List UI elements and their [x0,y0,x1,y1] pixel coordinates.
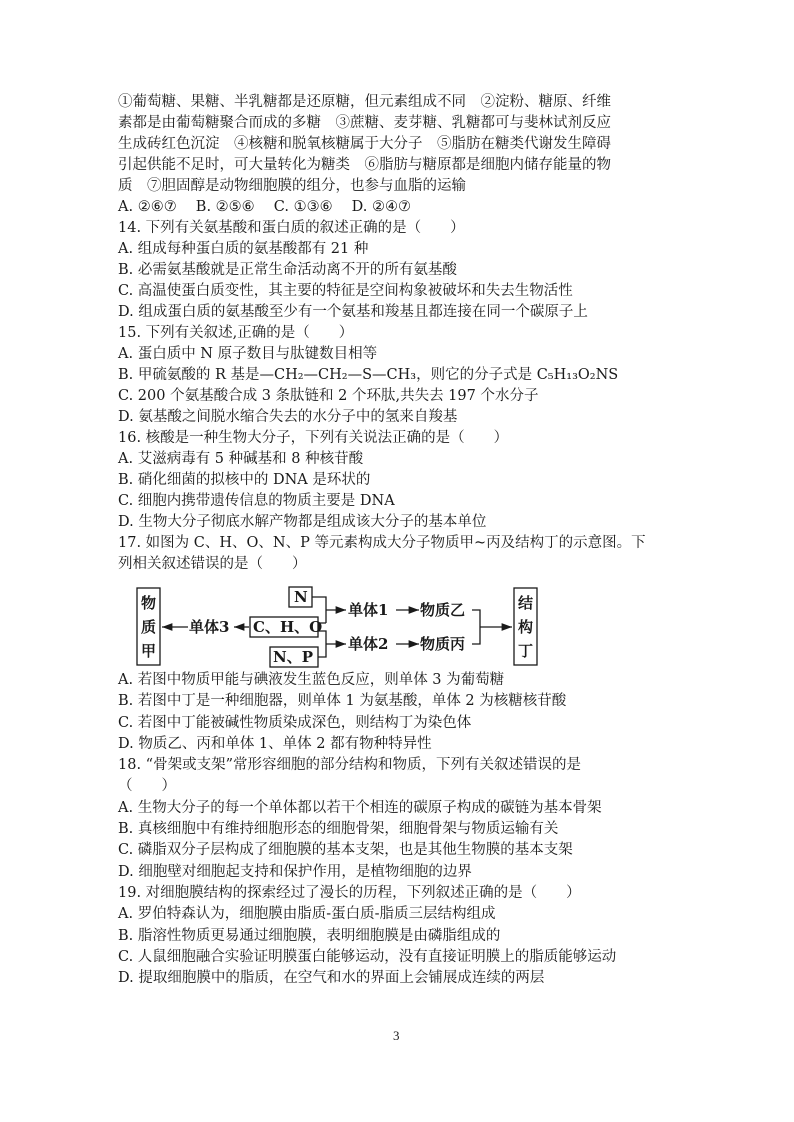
label-cho: C、H、O [253,618,323,636]
page-number: 3 [393,1028,400,1043]
label-jia-1: 物 [141,594,157,612]
text-line: 生成砖红色沉淀 ④核糖和脱氧核糖属于大分子 ⑤脂肪在糖类代谢发生障碍 [118,136,611,152]
label-monomer3: 单体3 [189,618,230,636]
text-line: A. 蛋白质中 N 原子数目与肽键数目相等 [118,346,378,362]
text-line: 引起供能不足时，可大量转化为糖类 ⑥脂肪与糖原都是细胞内储存能量的物 [118,157,611,173]
text-line: D. 物质乙、丙和单体 1、单体 2 都有物种特异性 [118,735,432,752]
text-line: A. 若图中物质甲能与碘液发生蓝色反应，则单体 3 为葡萄糖 [118,672,505,688]
box-jia [137,588,160,665]
label-jia-2: 质 [141,618,157,636]
text-line: B. 脂溶性物质更易通过细胞膜，表明细胞膜是由磷脂组成的 [118,927,501,944]
text-line: D. 组成蛋白质的氨基酸至少有一个氨基和羧基且都连接在同一个碳原子上 [118,304,588,320]
text-line: 17. 如图为 C、H、O、N、P 等元素构成大分子物质甲~丙及结构丁的示意图。下 [118,535,646,551]
text-line: 质 ⑦胆固醇是动物细胞膜的组分，也参与血脂的运输 [118,178,466,194]
label-ding-1: 结 [518,594,534,612]
text-line: C. 磷脂双分子层构成了细胞膜的基本支架，也是其他生物膜的基本支架 [118,842,573,859]
text-line: C. 高温使蛋白质变性，其主要的特征是空间构象被破坏和失去生物活性 [118,283,573,299]
text-before-diagram [118,92,698,575]
label-bing: 物质丙 [420,635,466,653]
text-line: D. 细胞壁对细胞起支持和保护作用，是植物细胞的边界 [118,863,472,880]
text-line: 素都是由葡萄糖聚合而成的多糖 ③蔗糖、麦芽糖、乳糖都可与斐林试剂反应 [118,115,611,131]
box-cho [250,617,318,637]
text-line: 19. 对细胞膜结构的探索经过了漫长的历程，下列叙述正确的是（ ） [118,884,581,901]
text-line: ①葡萄糖、果糖、半乳糖都是还原糖，但元素组成不同 ②淀粉、糖原、纤维 [118,94,611,110]
text-line: D. 氨基酸之间脱水缩合失去的水分子中的氢来自羧基 [118,409,458,425]
text-line: A. 艾滋病毒有 5 种碱基和 8 种核苷酸 [118,451,364,467]
text-line: 16. 核酸是一种生物大分子，下列有关说法正确的是（ ） [118,430,509,446]
text-line: C. 200 个氨基酸合成 3 条肽链和 2 个环肽,共失去 197 个水分子 [118,388,539,404]
text-line: （ ） [118,778,176,795]
label-yi: 物质乙 [420,601,466,619]
label-n: N [294,588,308,606]
label-ding-3: 丁 [518,642,534,660]
text-line: C. 若图中丁能被碱性物质染成深色，则结构丁为染色体 [118,714,472,731]
text-line: D. 提取细胞膜中的脂质，在空气和水的界面上会铺展成连续的两层 [118,970,545,987]
text-line: 14. 下列有关氨基酸和蛋白质的叙述正确的是（ ） [118,220,465,236]
text-line: A. 罗伯特森认为，细胞膜由脂质-蛋白质-脂质三层结构组成 [118,906,496,923]
label-jia-3: 甲 [141,642,157,660]
label-monomer2: 单体2 [348,635,389,653]
box-ding [514,588,537,665]
bracket-right [472,610,480,644]
label-np: N、P [273,648,313,666]
text-line: 15. 下列有关叙述,正确的是（ ） [118,325,354,341]
text-line: B. 甲硫氨酸的 R 基是—CH₂—CH₂—S—CH₃，则它的分子式是 C₅H₁₃O₂NS [118,367,619,383]
text-line: C. 人鼠细胞融合实验证明膜蛋白能够运动，没有直接证明膜上的脂质能够运动 [118,948,617,965]
text-line: A. 生物大分子的每一个单体都以若干个相连的碳原子构成的碳链为基本骨架 [118,799,602,816]
text-line: B. 必需氨基酸就是正常生命活动离不开的所有氨基酸 [118,262,457,278]
bracket-upper [312,597,326,623]
text-line: C. 细胞内携带遗传信息的物质主要是 DNA [118,493,395,509]
text-line: A. 组成每种蛋白质的氨基酸都有 21 种 [118,241,369,257]
text-line: A. ②⑥⑦ B. ②⑤⑥ C. ①③⑥ D. ②④⑦ [118,199,412,215]
text-line: B. 硝化细菌的拟核中的 DNA 是环状的 [118,472,371,488]
text-after-diagram [118,670,698,989]
text-line: 列相关叙述错误的是（ ） [118,556,307,572]
text-line: B. 若图中丁是一种细胞器，则单体 1 为氨基酸，单体 2 为核糖核苷酸 [118,693,567,710]
text-line: 18. “骨架或支架”常形容细胞的部分结构和物质，下列有关叙述错误的是 [118,757,581,774]
text-line: D. 生物大分子彻底水解产物都是组成该大分子的基本单位 [118,514,487,530]
box-np [270,647,318,667]
box-n [289,587,312,607]
text-line: B. 真核细胞中有维持细胞形态的细胞骨架，细胞骨架与物质运输有关 [118,821,559,838]
label-ding-2: 构 [518,618,534,636]
bracket-lower [318,631,326,657]
label-monomer1: 单体1 [348,601,389,619]
